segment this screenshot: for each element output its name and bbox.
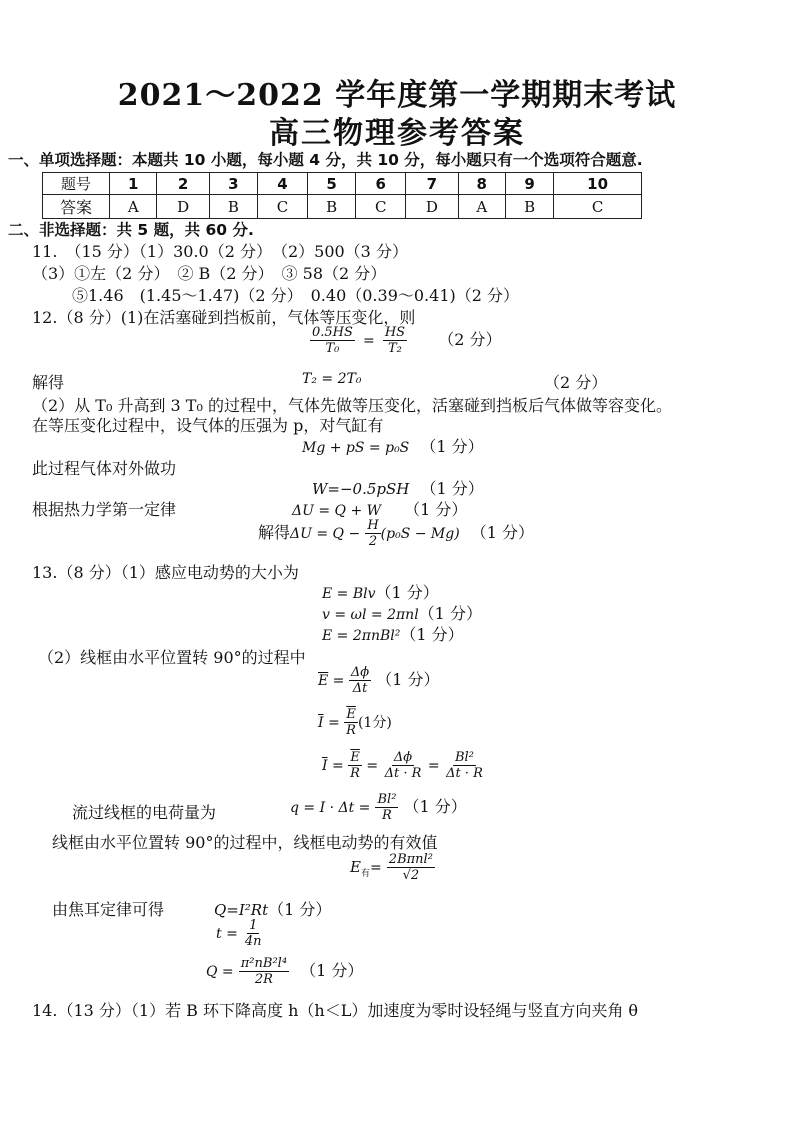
- q13-eq10: [216, 918, 264, 949]
- denominator: R: [346, 723, 356, 738]
- equation: v = ωl = 2πnl: [322, 607, 419, 623]
- q12-eq3: [302, 434, 484, 457]
- score: （1 分）: [376, 670, 440, 689]
- q12-part2-line1: （2）从 T₀ 升高到 3 T₀ 的过程中，气体先做等压变化，活塞碰到挡板后气体做等容变化。: [32, 396, 672, 415]
- section2-heading: 二、非选择题：共 5 题，共 60 分.: [8, 221, 254, 239]
- numerator: π²nB²l⁴: [240, 956, 288, 971]
- score: (1分): [357, 715, 392, 731]
- table-cell: C: [257, 195, 307, 219]
- fraction: [383, 325, 407, 356]
- denominator: 2R: [254, 972, 273, 987]
- equation: Q=I²Rt: [214, 901, 269, 919]
- table-cell: A: [458, 195, 505, 219]
- score: （1 分）: [268, 900, 332, 919]
- fraction: [348, 750, 362, 781]
- q13-eq4: $\overline{E}$ = $\frac{\Delta\phi}{\Delta t}$ （1 分）: [318, 665, 440, 696]
- score: （1 分）: [400, 625, 464, 644]
- row-label-number: 题号: [43, 173, 110, 195]
- q12-eq6: [258, 518, 534, 549]
- subscript: 有: [360, 869, 370, 880]
- numerator: 2Bπnl²: [388, 852, 433, 867]
- q12-eq2-score: （2 分）: [544, 373, 608, 392]
- denominator: 2: [368, 534, 378, 549]
- numerator: Δϕ: [350, 665, 370, 680]
- score: （2 分）: [438, 330, 502, 349]
- numerator: $\overline{E}$: [350, 750, 360, 765]
- fraction: [383, 750, 424, 781]
- table-cell: B: [209, 195, 257, 219]
- q13-intro: 13.（8 分）（1）感应电动势的大小为: [32, 563, 299, 582]
- score: （1 分）: [470, 523, 535, 542]
- score: （1 分）: [418, 604, 482, 623]
- fraction: [387, 852, 435, 883]
- equation: Mg + pS = p₀S: [302, 440, 410, 456]
- q11-line1: 11. （15 分）（1）30.0（2 分） （2）500（3 分）: [32, 242, 408, 261]
- table-cell: 7: [406, 173, 458, 195]
- equation: W=−0.5pSH: [312, 480, 410, 498]
- denominator: 4n: [244, 934, 262, 949]
- numerator: Bl²: [377, 792, 397, 807]
- q12-eq1: $\frac{0.5HS}{\text{T₀}}$ = $\frac{HS}{\text{T₂}}$ （2 分）: [312, 325, 502, 356]
- equation: ΔU = Q + W: [292, 503, 382, 519]
- answer-table: [42, 172, 642, 219]
- equation: E = Blv: [322, 586, 376, 602]
- table-cell: 6: [356, 173, 406, 195]
- equation: E = 2πnBl²: [322, 628, 401, 644]
- score: （1 分）: [420, 479, 484, 498]
- q13-eq7: [290, 792, 467, 823]
- q13-eq6: $\overline{I}$ = $\frac{\overline{E}}{R}$ = $\frac{\Delta\phi}{\Delta t \cdot R}$ = $\frac{\text{Bl²}}{\Delta t \cdot R}$: [322, 750, 483, 781]
- table-cell: 5: [308, 173, 356, 195]
- fraction: [349, 665, 371, 696]
- table-cell: C: [554, 195, 642, 219]
- denominator: T₀: [325, 341, 340, 356]
- q13-eq5: $\overline{I}$ = $\frac{\overline{E}}{R}$ (1分): [318, 707, 392, 738]
- row-label-answer: 答案: [43, 195, 110, 219]
- table-cell: 3: [209, 173, 257, 195]
- q13-eq3: [322, 622, 464, 645]
- equation: Q =: [206, 964, 234, 980]
- fraction: [375, 792, 398, 823]
- numerator: 0.5HS: [312, 325, 353, 340]
- numerator: Δϕ: [393, 750, 413, 765]
- table-cell: 1: [110, 173, 157, 195]
- equation: q = I · Δt =: [290, 800, 371, 816]
- score: （1 分）: [300, 961, 364, 980]
- table-cell: D: [406, 195, 458, 219]
- q12-law-label: 根据热力学第一定律: [32, 500, 177, 519]
- denominator: Δt · R: [384, 766, 422, 781]
- table-cell: 4: [257, 173, 307, 195]
- q12-intro: 12.（8 分）(1)在活塞碰到挡板前，气体等压变化，则: [32, 308, 416, 327]
- denominator: Δt · R: [446, 766, 483, 781]
- q12-work-label: 此过程气体对外做功: [32, 459, 177, 478]
- q11-line3: ⑤1.46 (1.45～1.47)（2 分） 0.40（0.39～0.41)（2 分）: [72, 286, 520, 305]
- fraction: [344, 707, 358, 738]
- q13-eq11: [206, 956, 363, 987]
- score: （1 分）: [420, 437, 484, 456]
- denominator: Δt: [352, 681, 368, 696]
- denominator: T₂: [388, 341, 402, 356]
- fraction: [310, 325, 355, 356]
- table-cell: 9: [506, 173, 554, 195]
- fraction: [444, 750, 485, 781]
- q12-solve-label: 解得: [32, 373, 65, 392]
- equation: E: [350, 858, 361, 876]
- q13-joule-label: 由焦耳定律可得: [52, 900, 165, 919]
- table-cell: B: [308, 195, 356, 219]
- equation: (p₀S − Mg): [380, 526, 460, 542]
- q13-eq2: [322, 601, 482, 624]
- denominator: √2: [402, 868, 420, 883]
- table-cell: D: [157, 195, 209, 219]
- fraction: [239, 956, 289, 987]
- q12-eq4: [312, 476, 484, 499]
- q13-charge-label: 流过线框的电荷量为: [72, 803, 217, 822]
- equation: t =: [216, 926, 238, 942]
- q14-line1: 14.（13 分）（1）若 B 环下降高度 h（h＜L）加速度为零时设轻绳与竖直方向夹角 θ: [32, 1001, 639, 1020]
- table-cell: C: [356, 195, 406, 219]
- fraction: [243, 918, 264, 949]
- numerator: H: [367, 518, 379, 533]
- score: （1 分）: [403, 797, 467, 816]
- q12-eq2: T₂ = 2T₀: [302, 371, 362, 387]
- table-cell: B: [506, 195, 554, 219]
- q13-eff-line: 线框由水平位置转 90°的过程中，线框电动势的有效值: [52, 833, 438, 852]
- q11-line2: （3）①左（2 分） ② B（2 分） ③ 58（2 分）: [32, 264, 387, 283]
- label: 解得: [258, 523, 291, 542]
- fraction: [365, 518, 380, 549]
- numerator: HS: [384, 325, 406, 340]
- equation: $\overline{I}$: [322, 758, 328, 774]
- section1-heading: 一、单项选择题：本题共 10 小题，每小题 4 分，共 10 分，每小题只有一个选项符合题意.: [8, 151, 643, 169]
- table-cell: 8: [458, 173, 505, 195]
- table-cell: 2: [157, 173, 209, 195]
- score: （1 分）: [375, 583, 439, 602]
- answer-key-title: 高三物理参考答案: [269, 116, 525, 151]
- table-cell: A: [110, 195, 157, 219]
- q13-eq8: $E_有=$ $\frac{\text{2Bπnl²}}{√2}$: [350, 852, 433, 883]
- table-cell: 10: [554, 173, 642, 195]
- q13-eq9: [214, 897, 331, 920]
- equation: $\overline{E}$: [318, 673, 329, 689]
- equation: $\overline{I}$: [318, 715, 324, 731]
- table-row: [43, 195, 642, 219]
- numerator: $\overline{E}$: [346, 707, 356, 722]
- q12-part2-line2: 在等压变化过程中，设气体的压强为 p，对气缸有: [32, 416, 384, 435]
- exam-title: 2021～2022 学年度第一学期期末考试: [117, 78, 677, 113]
- q12-eq5: [292, 497, 467, 520]
- q13-eq1: [322, 580, 439, 603]
- table-row: [43, 173, 642, 195]
- score: （1 分）: [404, 500, 468, 519]
- denominator: R: [350, 766, 360, 781]
- equation: ΔU = Q −: [290, 526, 361, 542]
- q13-part2: （2）线框由水平位置转 90°的过程中: [38, 648, 306, 667]
- denominator: R: [382, 808, 392, 823]
- numerator: Bl²: [455, 750, 474, 765]
- numerator: 1: [249, 918, 258, 933]
